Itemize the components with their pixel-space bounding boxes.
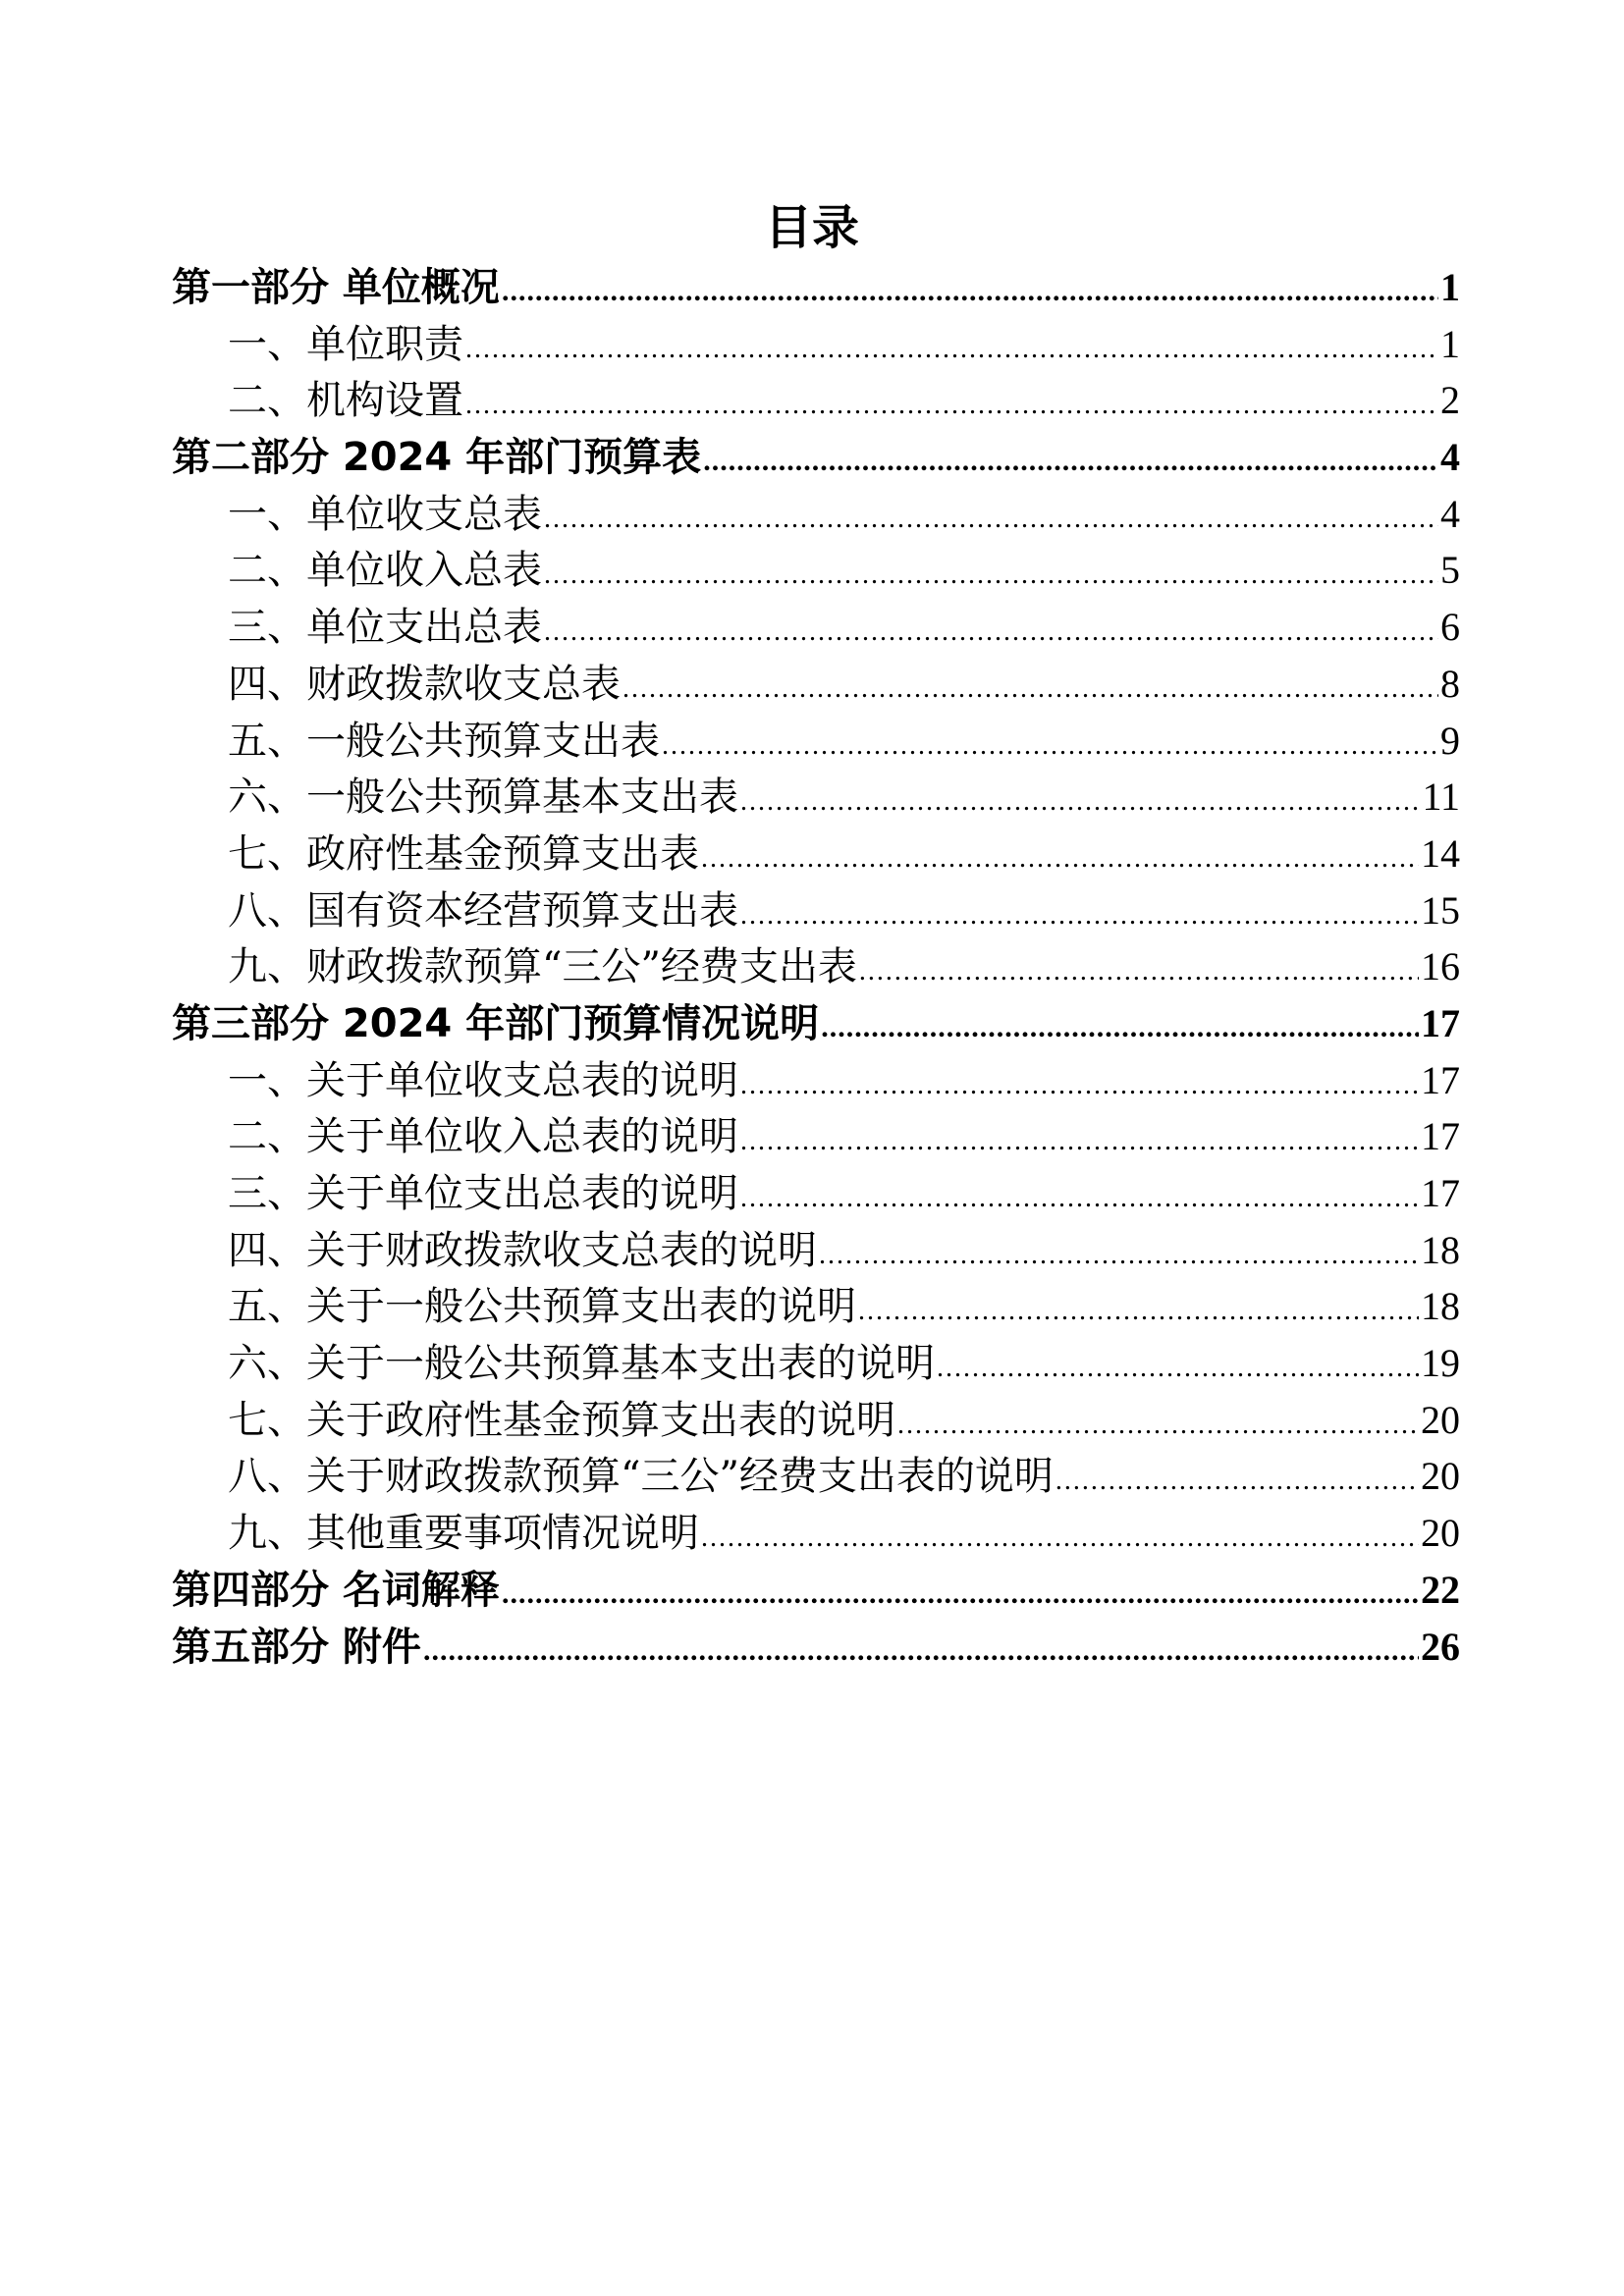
toc-entry-page: 2 xyxy=(1440,378,1460,423)
dot-leader xyxy=(858,1283,1419,1335)
toc-entry-label: 三、关于单位支出总表的说明 xyxy=(228,1171,738,1216)
dot-leader xyxy=(701,830,1419,882)
toc-entry-label: 三、单位支出总表 xyxy=(228,605,542,651)
toc-entry-label: 第二部分 2024 年部门预算表 xyxy=(172,435,702,481)
toc-entry-label: 九、其他重要事项情况说明 xyxy=(228,1511,699,1557)
toc-entry-label: 四、关于财政拨款收支总表的说明 xyxy=(228,1227,817,1273)
toc-entry-page: 14 xyxy=(1421,830,1460,876)
dot-leader xyxy=(423,1623,1419,1676)
toc-entry-page: 17 xyxy=(1421,1057,1460,1102)
toc-entry[interactable] xyxy=(172,372,1460,429)
toc-entry[interactable] xyxy=(172,599,1460,656)
toc-entry-page: 11 xyxy=(1422,774,1460,820)
toc-entry-part-3[interactable] xyxy=(172,995,1460,1052)
toc-entry-label: 第一部分 单位概况 xyxy=(172,265,500,310)
dot-leader xyxy=(502,1566,1419,1619)
dot-leader xyxy=(465,377,1438,429)
toc-entry-label: 五、一般公共预算支出表 xyxy=(228,718,660,764)
toc-entry[interactable] xyxy=(172,1222,1460,1279)
dot-leader xyxy=(701,1510,1419,1562)
toc-entry-part-2[interactable] xyxy=(172,429,1460,486)
toc-entry[interactable] xyxy=(172,1165,1460,1222)
toc-entry[interactable] xyxy=(172,1108,1460,1165)
toc-entry-label: 二、单位收入总表 xyxy=(228,548,542,594)
dot-leader xyxy=(859,943,1419,995)
toc-entry-label: 第三部分 2024 年部门预算情况说明 xyxy=(172,1000,820,1046)
toc-entry-label: 第四部分 名词解释 xyxy=(172,1567,500,1613)
dot-leader xyxy=(502,263,1438,316)
toc-entry[interactable] xyxy=(172,1448,1460,1505)
toc-entry-label: 八、国有资本经营预算支出表 xyxy=(228,887,738,934)
toc-entry-page: 8 xyxy=(1440,661,1460,706)
dot-leader xyxy=(740,1057,1419,1109)
toc-entry-page: 16 xyxy=(1421,944,1460,989)
dot-leader xyxy=(740,1113,1419,1165)
dot-leader xyxy=(544,547,1438,599)
toc-entry-part-1[interactable] xyxy=(172,259,1460,316)
dot-leader xyxy=(623,661,1438,713)
toc-entry[interactable] xyxy=(172,1505,1460,1562)
toc-entry-page: 17 xyxy=(1421,1000,1460,1045)
dot-leader xyxy=(819,1227,1419,1279)
toc-entry-part-4[interactable] xyxy=(172,1562,1460,1619)
toc-entry-label: 六、一般公共预算基本支出表 xyxy=(228,774,738,821)
toc-entry-page: 4 xyxy=(1440,491,1460,536)
toc-entry-page: 20 xyxy=(1421,1397,1460,1442)
dot-leader xyxy=(740,1170,1419,1222)
toc-entry-page: 1 xyxy=(1440,321,1460,366)
toc-entry[interactable] xyxy=(172,882,1460,939)
toc-entry[interactable] xyxy=(172,1335,1460,1392)
toc-entry[interactable] xyxy=(172,1392,1460,1449)
toc-entry[interactable] xyxy=(172,316,1460,373)
toc-entry-part-5[interactable] xyxy=(172,1619,1460,1676)
toc-entry-page: 17 xyxy=(1421,1171,1460,1215)
toc-entry-label: 九、财政拨款预算“三公”经费支出表 xyxy=(228,944,857,990)
toc-entry-page: 17 xyxy=(1421,1114,1460,1159)
dot-leader xyxy=(897,1397,1419,1449)
dot-leader xyxy=(544,491,1438,543)
toc-entry-label: 七、关于政府性基金预算支出表的说明 xyxy=(228,1397,895,1443)
toc-entry-label: 一、单位收支总表 xyxy=(228,491,542,537)
toc-entry[interactable] xyxy=(172,656,1460,713)
dot-leader xyxy=(1056,1453,1419,1505)
dot-leader xyxy=(740,887,1419,939)
toc-entry-page: 19 xyxy=(1421,1341,1460,1386)
toc-entry[interactable] xyxy=(172,713,1460,770)
toc-entry-page: 4 xyxy=(1440,435,1460,480)
toc-entry-label: 一、关于单位收支总表的说明 xyxy=(228,1057,738,1103)
toc-entry-page: 18 xyxy=(1421,1284,1460,1329)
toc-entry[interactable] xyxy=(172,769,1460,826)
toc-entry[interactable] xyxy=(172,486,1460,543)
dot-leader xyxy=(821,999,1419,1052)
toc-entry-page: 18 xyxy=(1421,1227,1460,1272)
toc-entry-label: 六、关于一般公共预算基本支出表的说明 xyxy=(228,1341,935,1387)
toc-entry-page: 22 xyxy=(1421,1567,1460,1612)
dot-leader xyxy=(703,433,1438,486)
toc-entry-label: 八、关于财政拨款预算“三公”经费支出表的说明 xyxy=(228,1454,1054,1500)
toc-entry[interactable] xyxy=(172,938,1460,995)
toc-entry[interactable] xyxy=(172,542,1460,599)
toc-entry-label: 五、关于一般公共预算支出表的说明 xyxy=(228,1284,856,1330)
dot-leader xyxy=(740,774,1420,826)
dot-leader xyxy=(662,718,1438,770)
toc-entry-page: 1 xyxy=(1440,265,1460,309)
toc-entry-label: 二、关于单位收入总表的说明 xyxy=(228,1114,738,1160)
toc-entry-page: 9 xyxy=(1440,718,1460,763)
dot-leader xyxy=(544,604,1438,656)
dot-leader xyxy=(465,321,1438,373)
toc-entry-page: 20 xyxy=(1421,1511,1460,1556)
toc-entry-label: 七、政府性基金预算支出表 xyxy=(228,830,699,877)
dot-leader xyxy=(937,1340,1419,1392)
toc-entry[interactable] xyxy=(172,826,1460,882)
toc-entry[interactable] xyxy=(172,1052,1460,1109)
toc-entry-label: 四、财政拨款收支总表 xyxy=(228,661,621,707)
toc-entry-label: 一、单位职责 xyxy=(228,321,463,367)
toc-entry-page: 5 xyxy=(1440,548,1460,593)
toc-entry[interactable] xyxy=(172,1278,1460,1335)
toc-entry-page: 26 xyxy=(1421,1624,1460,1669)
toc-entry-page: 20 xyxy=(1421,1454,1460,1499)
toc-entry-page: 15 xyxy=(1421,887,1460,933)
toc-entry-label: 第五部分 附件 xyxy=(172,1624,421,1670)
toc-title: 目录 xyxy=(764,200,859,255)
table-of-contents xyxy=(172,259,1460,1675)
toc-entry-page: 6 xyxy=(1440,605,1460,650)
toc-entry-label: 二、机构设置 xyxy=(228,378,463,424)
